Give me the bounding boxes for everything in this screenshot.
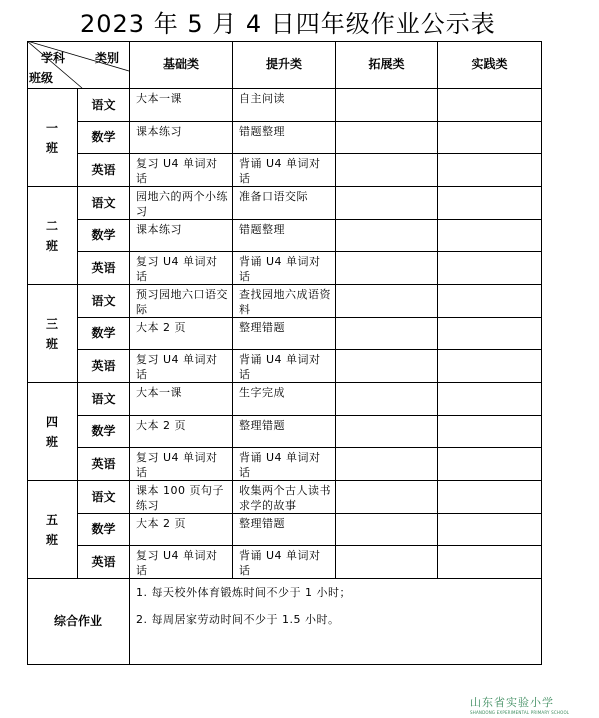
school-logo bbox=[470, 694, 595, 716]
practice-task-cell bbox=[438, 318, 542, 350]
subject-cell: 数学 bbox=[78, 514, 130, 546]
advance-task-cell: 整理错题 bbox=[233, 318, 336, 350]
extend-task-cell bbox=[336, 416, 438, 448]
basic-task-cell: 复习 U4 单词对话 bbox=[130, 448, 233, 481]
class-name-cell: 五 班 bbox=[27, 481, 78, 579]
corner-class-label: 班级 bbox=[29, 71, 54, 85]
advance-task-cell: 准备口语交际 bbox=[233, 187, 336, 220]
subject-cell: 数学 bbox=[78, 416, 130, 448]
practice-task-cell bbox=[438, 383, 542, 416]
practice-task-cell bbox=[438, 187, 542, 220]
basic-task-cell: 园地六的两个小练习 bbox=[130, 187, 233, 220]
corner-header-cell bbox=[27, 41, 130, 89]
extend-task-cell bbox=[336, 89, 438, 122]
basic-task-cell: 课本练习 bbox=[130, 220, 233, 252]
practice-task-cell bbox=[438, 481, 542, 514]
basic-task-cell: 大本一课 bbox=[130, 383, 233, 416]
basic-task-cell: 大本 2 页 bbox=[130, 514, 233, 546]
column-header-extend: 拓展类 bbox=[336, 41, 438, 89]
advance-task-cell: 背诵 U4 单词对话 bbox=[233, 252, 336, 285]
practice-task-cell bbox=[438, 416, 542, 448]
school-logo-name: 山东省实验小学 bbox=[470, 696, 554, 709]
corner-category-label: 类别 bbox=[95, 51, 120, 65]
basic-task-cell: 复习 U4 单词对话 bbox=[130, 252, 233, 285]
class-name-cell: 三 班 bbox=[27, 285, 78, 383]
basic-task-cell: 课本 100 页句子练习 bbox=[130, 481, 233, 514]
homework-table bbox=[27, 41, 542, 665]
advance-task-cell: 背诵 U4 单词对话 bbox=[233, 154, 336, 187]
practice-task-cell bbox=[438, 546, 542, 579]
page-title: 2023 年 5 月 4 日四年级作业公示表 bbox=[80, 10, 496, 38]
advance-task-cell: 生字完成 bbox=[233, 383, 336, 416]
extend-task-cell bbox=[336, 546, 438, 579]
practice-task-cell bbox=[438, 220, 542, 252]
corner-subject-label: 学科 bbox=[41, 51, 66, 65]
practice-task-cell bbox=[438, 448, 542, 481]
basic-task-cell: 大本 2 页 bbox=[130, 318, 233, 350]
column-header-practice: 实践类 bbox=[438, 41, 542, 89]
extend-task-cell bbox=[336, 187, 438, 220]
column-header-basic: 基础类 bbox=[130, 41, 233, 89]
subject-cell: 英语 bbox=[78, 350, 130, 383]
practice-task-cell bbox=[438, 350, 542, 383]
subject-cell: 语文 bbox=[78, 481, 130, 514]
class-name-cell: 一 班 bbox=[27, 89, 78, 187]
subject-cell: 数学 bbox=[78, 318, 130, 350]
extend-task-cell bbox=[336, 318, 438, 350]
subject-cell: 英语 bbox=[78, 546, 130, 579]
advance-task-cell: 背诵 U4 单词对话 bbox=[233, 350, 336, 383]
basic-task-cell: 课本练习 bbox=[130, 122, 233, 154]
practice-task-cell bbox=[438, 89, 542, 122]
subject-cell: 语文 bbox=[78, 383, 130, 416]
school-logo-english: SHANDONG EXPERIMENTAL PRIMARY SCHOOL bbox=[470, 710, 570, 715]
class-name-cell: 二 班 bbox=[27, 187, 78, 285]
practice-task-cell bbox=[438, 122, 542, 154]
basic-task-cell: 复习 U4 单词对话 bbox=[130, 546, 233, 579]
practice-task-cell bbox=[438, 514, 542, 546]
extend-task-cell bbox=[336, 252, 438, 285]
practice-task-cell bbox=[438, 285, 542, 318]
basic-task-cell: 复习 U4 单词对话 bbox=[130, 350, 233, 383]
extend-task-cell bbox=[336, 448, 438, 481]
basic-task-cell: 大本 2 页 bbox=[130, 416, 233, 448]
advance-task-cell: 整理错题 bbox=[233, 514, 336, 546]
basic-task-cell: 大本一课 bbox=[130, 89, 233, 122]
advance-task-cell: 错题整理 bbox=[233, 122, 336, 154]
subject-cell: 语文 bbox=[78, 89, 130, 122]
subject-cell: 语文 bbox=[78, 285, 130, 318]
basic-task-cell: 预习园地六口语交际 bbox=[130, 285, 233, 318]
extend-task-cell bbox=[336, 383, 438, 416]
extend-task-cell bbox=[336, 285, 438, 318]
advance-task-cell: 整理错题 bbox=[233, 416, 336, 448]
subject-cell: 英语 bbox=[78, 252, 130, 285]
extend-task-cell bbox=[336, 481, 438, 514]
practice-task-cell bbox=[438, 252, 542, 285]
advance-task-cell: 背诵 U4 单词对话 bbox=[233, 546, 336, 579]
class-name-cell: 四 班 bbox=[27, 383, 78, 481]
subject-cell: 数学 bbox=[78, 122, 130, 154]
advance-task-cell: 背诵 U4 单词对话 bbox=[233, 448, 336, 481]
summary-content-cell bbox=[130, 579, 542, 665]
subject-cell: 英语 bbox=[78, 448, 130, 481]
advance-task-cell: 收集两个古人读书求学的故事 bbox=[233, 481, 336, 514]
extend-task-cell bbox=[336, 350, 438, 383]
advance-task-cell: 自主问读 bbox=[233, 89, 336, 122]
advance-task-cell: 错题整理 bbox=[233, 220, 336, 252]
subject-cell: 数学 bbox=[78, 220, 130, 252]
subject-cell: 英语 bbox=[78, 154, 130, 187]
extend-task-cell bbox=[336, 220, 438, 252]
extend-task-cell bbox=[336, 514, 438, 546]
summary-label-cell: 综合作业 bbox=[27, 579, 130, 665]
extend-task-cell bbox=[336, 154, 438, 187]
practice-task-cell bbox=[438, 154, 542, 187]
summary-item: 1. 每天校外体育锻炼时间不少于 1 小时； bbox=[136, 586, 351, 599]
extend-task-cell bbox=[336, 122, 438, 154]
advance-task-cell: 查找园地六成语资料 bbox=[233, 285, 336, 318]
basic-task-cell: 复习 U4 单词对话 bbox=[130, 154, 233, 187]
subject-cell: 语文 bbox=[78, 187, 130, 220]
column-header-advance: 提升类 bbox=[233, 41, 336, 89]
summary-item: 2. 每周居家劳动时间不少于 1.5 小时。 bbox=[136, 613, 340, 626]
